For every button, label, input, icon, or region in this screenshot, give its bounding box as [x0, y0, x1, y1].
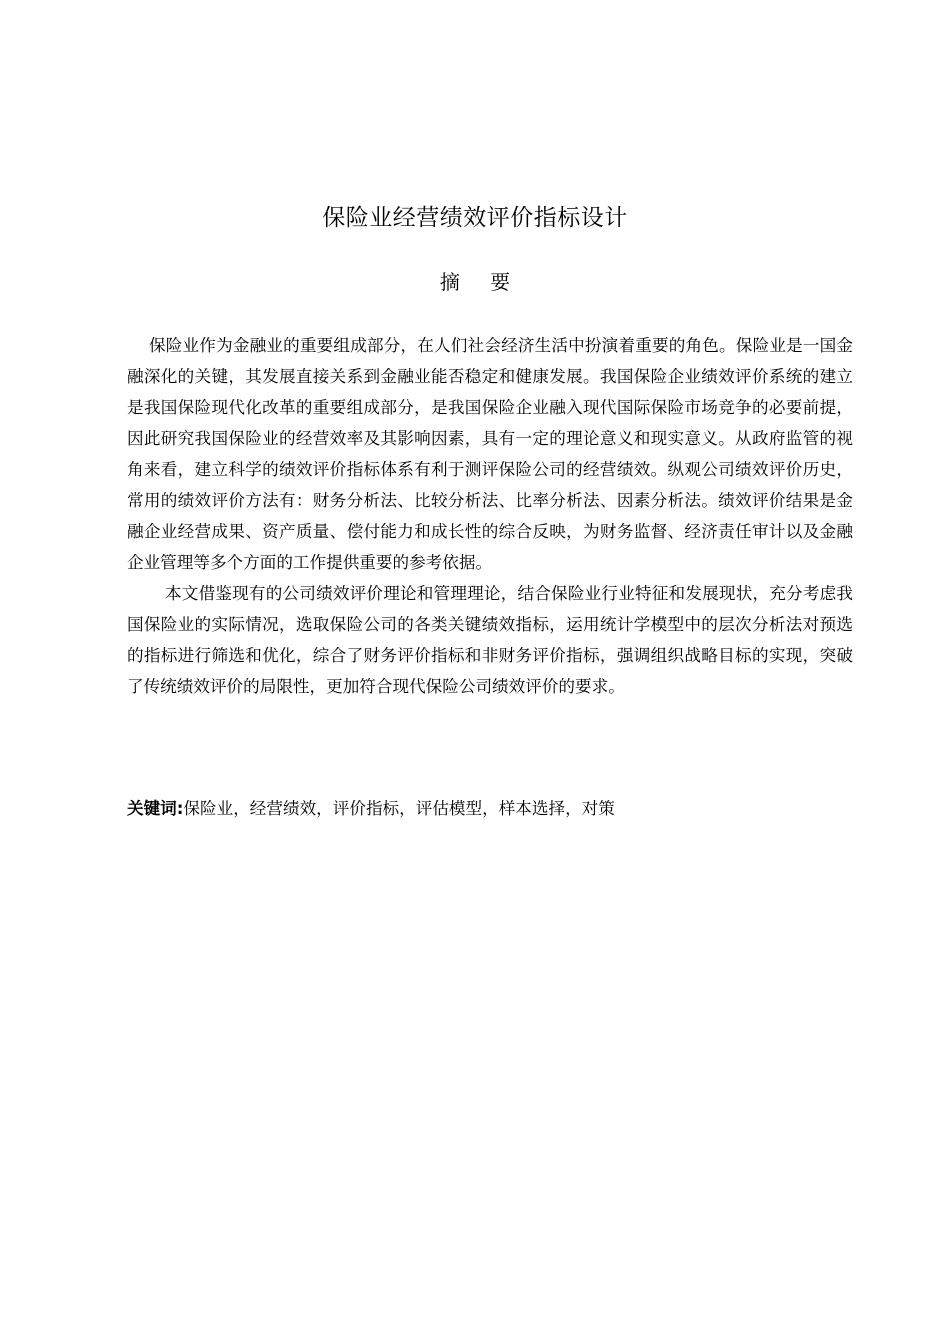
keywords-list: 保险业，经营绩效，评价指标，评估模型，样本选择，对策	[183, 799, 615, 818]
abstract-heading: 摘 要	[439, 270, 523, 294]
abstract-paragraph-1: 保险业作为金融业的重要组成部分，在人们社会经济生活中扮演着重要的角色。保险业是一国金融深化的关键，其发展直接关系到金融业能否稳定和健康发展。我国保险企业绩效评价系统的建立是我国保险现代化改革的重要组成部分，是我国保险企业融入现代国际保险市场竞争的必要前提，因此研究我国保险业的经营效率及其影响因素，具有一定的理论意义和现实意义。从政府监管的视角来看，建立科学的绩效评价指标体系有利于测评保险公司的经营绩效。纵观公司绩效评价历史，常用的绩效评价方法有：财务分析法、比较分析法、比率分析法、因素分析法。绩效评价结果是金融企业经营成果、资产质量、偿付能力和成长性的综合反映，为财务监督、经济责任审计以及金融企业管理等多个方面的工作提供重要的参考依据。	[127, 336, 853, 572]
keywords-line	[127, 793, 853, 824]
keywords-label: 关键词:	[127, 799, 184, 818]
document-title: 保险业经营绩效评价指标设计	[322, 205, 628, 231]
abstract-body	[127, 330, 853, 702]
abstract-paragraph-2: 本文借鉴现有的公司绩效评价理论和管理理论，结合保险业行业特征和发展现状，充分考虑我国保险业的实际情况，选取保险公司的各类关键绩效指标，运用统计学模型中的层次分析法对预选的指标进行筛选和优化，综合了财务评价指标和非财务评价指标，强调组织战略目标的实现，突破了传统绩效评价的局限性，更加符合现代保险公司绩效评价的要求。	[127, 584, 853, 696]
